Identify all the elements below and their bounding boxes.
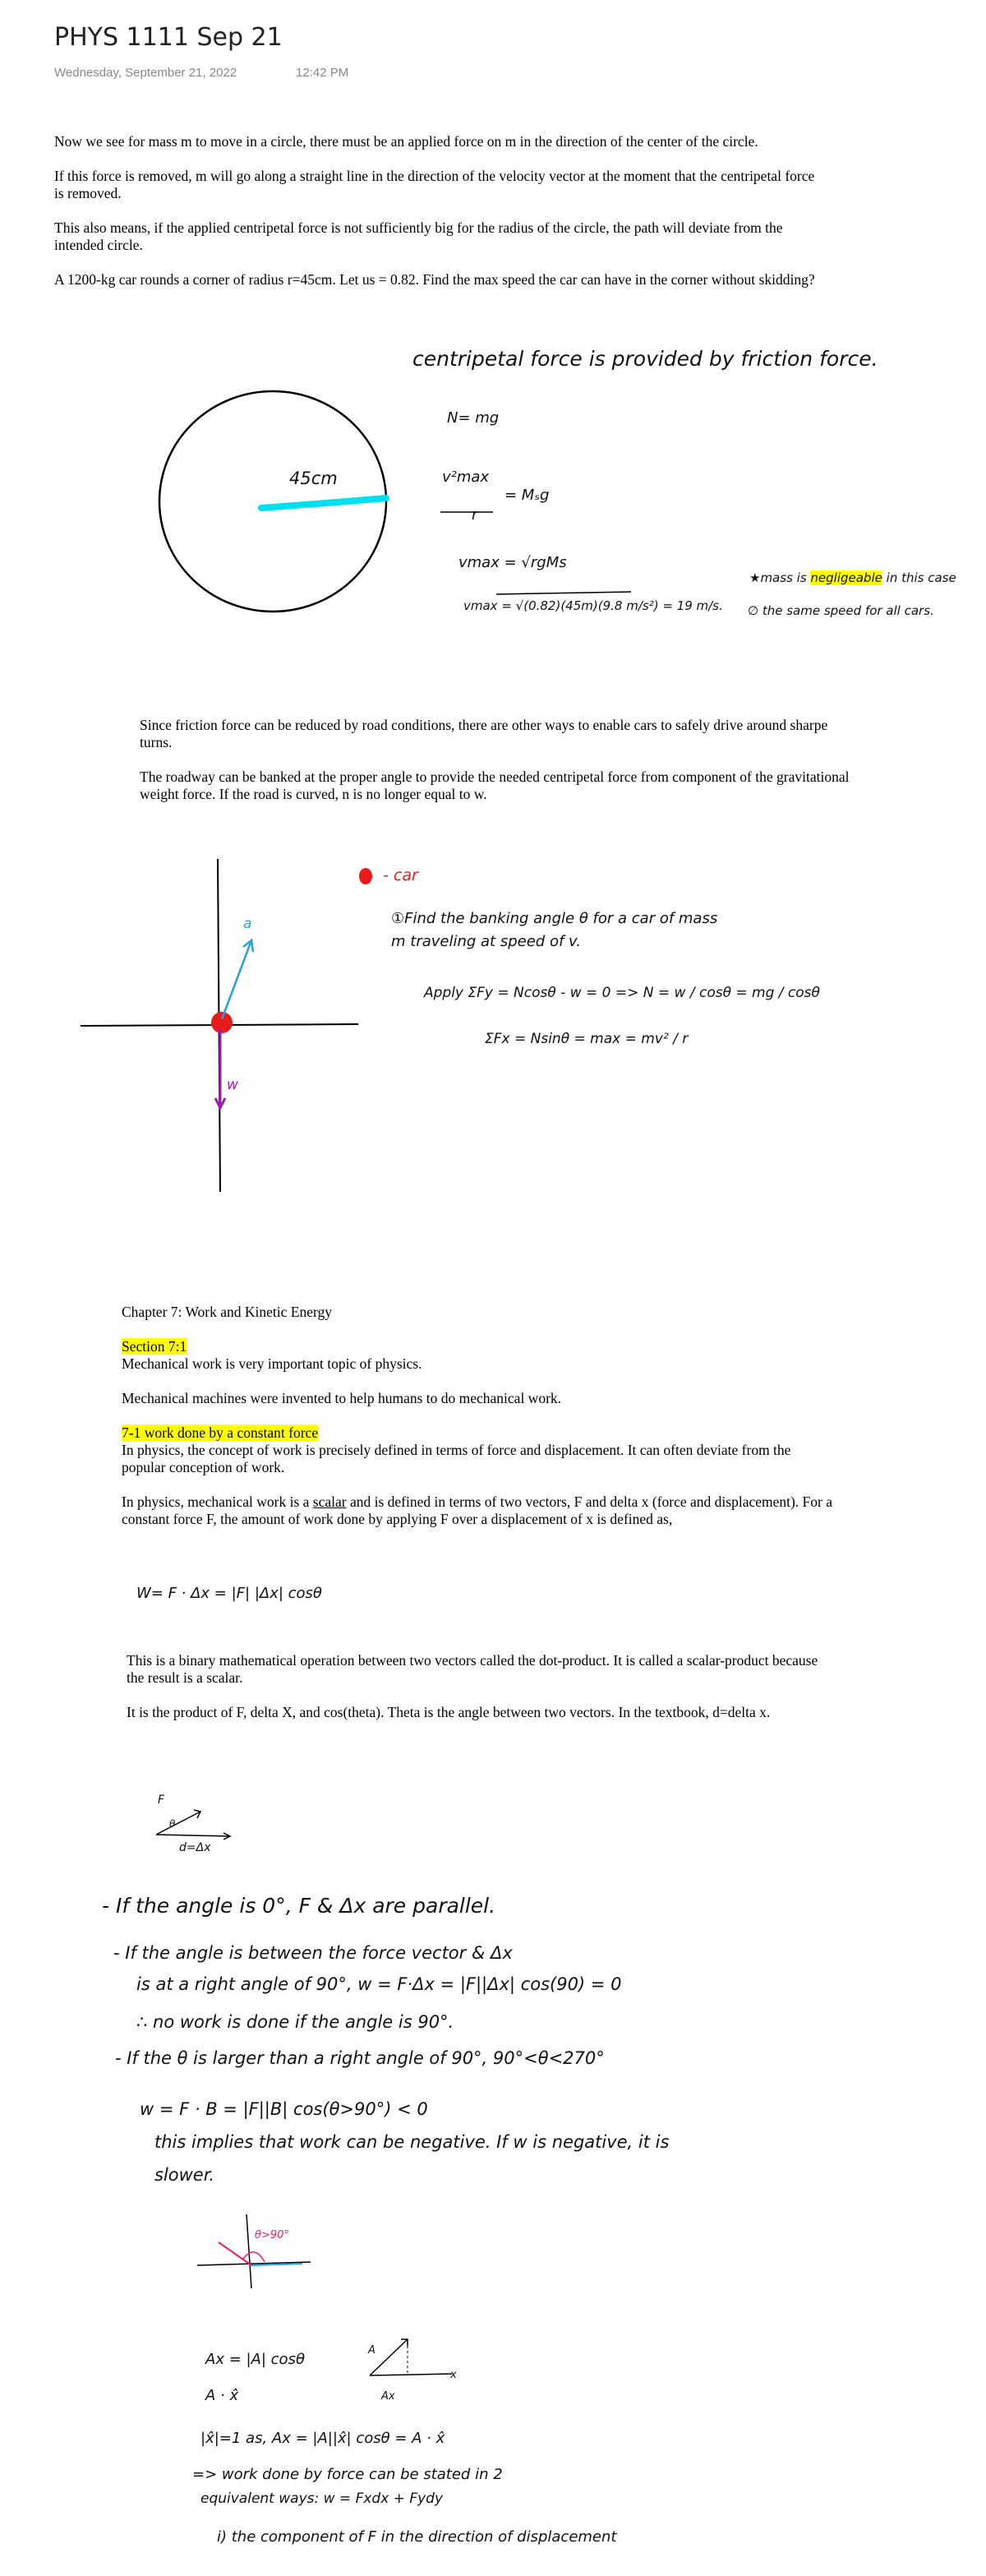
paragraph: It is the product of F, delta X, and cos(theta). Theta is the angle between two vectors. In the textbook, d=delta x. (127, 1704, 771, 1720)
equation: Apply ΣFy = Ncosθ - w = 0 => N = w / cosθ = mg / cosθ (424, 985, 820, 1001)
ax-label: Ax (381, 2390, 395, 2403)
equation: Ax = |A| cosθ (205, 2351, 305, 2368)
equation: vmax = √(0.82)(45m)(9.8 m/s²) = 19 m/s. (463, 598, 723, 613)
paragraph: Since friction force can be reduced by road conditions, there are other ways to enable cars to safely drive around sharpe turns. (140, 717, 828, 750)
equation: |x̂|=1 as, Ax = |A||x̂| cosθ = A · x̂ (200, 2430, 445, 2447)
chapter-heading: Chapter 7: Work and Kinetic Energy (122, 1304, 333, 1320)
paragraph: Mechanical machines were invented to help humans to do mechanical work. (122, 1390, 562, 1406)
section2-text (140, 717, 855, 803)
vector-a-label: A (368, 2344, 376, 2357)
force-vector-sketch (148, 1800, 312, 1866)
note (749, 570, 956, 585)
equation: N= mg (447, 409, 500, 427)
obtuse-angle-sketch (189, 2214, 353, 2297)
vector-w-label: w (227, 1077, 238, 1093)
bullet: - If the θ is larger than a right angle of 90°, 90°<θ<270° (115, 2048, 605, 2068)
conclusion: equivalent ways: w = Fxdx + Fydy (200, 2491, 444, 2507)
friction-heading: centripetal force is provided by friction force. (412, 347, 878, 371)
note-highlight: negligeable (810, 570, 882, 585)
subsection-label: 7-1 work done by a constant force (122, 1424, 319, 1441)
bullet: - If the angle is 0°, F & Δx are parallel. (102, 1894, 496, 1918)
section-label: Section 7:1 (122, 1338, 187, 1355)
force-label: F (158, 1794, 165, 1807)
conclusion: => work done by force can be stated in 2 (192, 2466, 503, 2483)
theta-label: θ (169, 1818, 176, 1830)
page-time: 12:42 PM (296, 66, 349, 80)
bullet: w = F · B = |F||B| cos(θ>90°) < 0 (140, 2099, 428, 2119)
paragraph: If this force is removed, m will go along a straight line in the direction of the velocity vector at the moment that the centripetal force is removed. (54, 168, 815, 201)
x-axis-label: x (450, 2369, 457, 2381)
vector-a-label: a (243, 916, 252, 932)
equation: A · x̂ (205, 2387, 239, 2404)
page-date: Wednesday, September 21, 2022 (54, 66, 237, 80)
dot-product-text (127, 1652, 833, 1721)
work-equation: W= F · Δx = |F| |Δx| cosθ (136, 1585, 322, 1602)
section1-text (54, 133, 818, 289)
equation: = Mₛg (505, 487, 550, 504)
legend-car: - car (383, 866, 418, 884)
equation: ΣFx = Nsinθ = max = mv² / r (485, 1031, 689, 1047)
paragraph: In physics, the concept of work is precisely defined in terms of force and displacement. It can often deviate from the popular conception of work. (122, 1442, 791, 1475)
paragraph: In physics, mechanical work is a scalar and is defined in terms of two vectors, F and delta x (force and displacement). For a constant force F, the amount of work done by applying F over a displacement of x is defined as, (122, 1493, 833, 1527)
conclusion: i) the component of F in the direction of displacement (217, 2528, 617, 2546)
note-text: ★mass is (749, 570, 807, 585)
equation: r (472, 506, 478, 524)
note: ∅ the same speed for all cars. (748, 603, 934, 618)
bullet: is at a right angle of 90°, w = F·Δx = |F||Δx| cos(90) = 0 (136, 1974, 622, 1994)
paragraph: Now we see for mass m to move in a circle, there must be an applied force on m in the direction of the center of the circle. (54, 133, 758, 150)
equation: v²max (442, 469, 490, 486)
bullet: ∴ no work is done if the angle is 90°. (136, 2012, 454, 2032)
equation: vmax = √rgMs (458, 554, 567, 571)
page-title: PHYS 1111 Sep 21 (54, 23, 283, 52)
note-text: in this case (886, 570, 956, 585)
underlined-word: scalar (312, 1493, 347, 1510)
chapter7-text (122, 1304, 836, 1528)
component-sketch (362, 2333, 526, 2390)
bullet: this implies that work can be negative. If w is negative, it is (154, 2132, 670, 2152)
paragraph: A 1200-kg car rounds a corner of radius r=45cm. Let us = 0.82. Find the max speed the car can have in the corner without skidding? (54, 271, 815, 288)
paragraph: The roadway can be banked at the proper angle to provide the needed centripetal force from component of the gravitational weight force. If the road is curved, n is no longer equal to w. (140, 769, 850, 802)
displacement-label: d=Δx (179, 1841, 211, 1854)
bullet: - If the angle is between the force vector & Δx (113, 1943, 513, 1963)
obtuse-angle-label: θ>90° (255, 2229, 289, 2241)
paragraph: This also means, if the applied centripetal force is not sufficiently big for the radius of the circle, the path will deviate from the intended circle. (54, 219, 783, 253)
paragraph: This is a binary mathematical operation between two vectors called the dot-product. It is called a scalar-product because the result is a scalar. (127, 1652, 818, 1686)
bullet: slower. (154, 2165, 215, 2185)
radius-label: 45cm (289, 469, 338, 488)
banking-step: ①Find the banking angle θ for a car of mass m traveling at speed of v. (391, 910, 718, 950)
paragraph: Mechanical work is very important topic of physics. (122, 1355, 422, 1372)
